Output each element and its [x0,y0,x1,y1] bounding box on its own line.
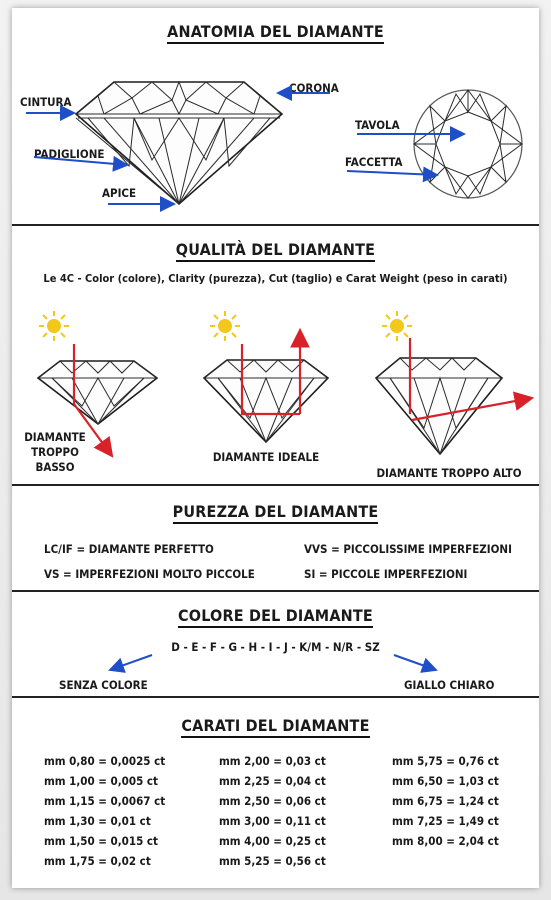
arrow-left [110,655,152,670]
carat-entry: mm 3,00 = 0,11 ct [219,814,326,828]
caption-too-high: DIAMANTE TROPPO ALTO [376,466,522,480]
caption-line: DIAMANTE [24,430,86,444]
caption-ideal: DIAMANTE IDEALE [212,450,320,464]
carat-entry: mm 6,75 = 1,24 ct [392,794,499,808]
clarity-item: VVS = PICCOLISSIME IMPERFEZIONI [304,542,512,556]
carats-section [12,698,539,888]
caption-line: TROPPO [31,445,79,459]
clarity-section [12,486,539,592]
quality-title: QUALITÀ DEL DIAMANTE [12,240,539,259]
carat-entry: mm 5,25 = 0,56 ct [219,854,326,868]
label-senza-colore: SENZA COLORE [59,678,148,692]
sun-icon [210,311,240,341]
carat-entry: mm 1,00 = 0,005 ct [44,774,158,788]
label-padiglione: PADIGLIONE [34,147,105,161]
carat-entry: mm 5,75 = 0,76 ct [392,754,499,768]
carat-entry: mm 1,75 = 0,02 ct [44,854,151,868]
arrow-right [394,655,436,670]
sun-icon [382,311,412,341]
label-cintura: CINTURA [20,95,72,109]
carat-entry: mm 2,00 = 0,03 ct [219,754,326,768]
anatomy-arrows [12,8,539,224]
label-faccetta: FACCETTA [345,155,403,169]
arrow-faccetta [347,171,437,175]
quality-subtitle: Le 4C - Color (colore), Clarity (purezza), Cut (taglio) e Carat Weight (peso in carati) [43,272,508,285]
carat-entry: mm 1,50 = 0,015 ct [44,834,158,848]
carat-entry: mm 6,50 = 1,03 ct [392,774,499,788]
carat-entry: mm 1,30 = 0,01 ct [44,814,151,828]
caption-line: BASSO [35,460,75,474]
clarity-title: PUREZZA DEL DIAMANTE [12,502,539,521]
label-giallo-chiaro: GIALLO CHIARO [404,678,495,692]
diamond-ideal [204,311,328,442]
anatomy-section [12,8,539,226]
arrow-padiglione [34,157,127,165]
carat-entry: mm 7,25 = 1,49 ct [392,814,499,828]
clarity-item: LC/IF = DIAMANTE PERFETTO [44,542,214,556]
infographic-card [12,8,539,888]
caption-too-low [14,430,96,475]
color-title: COLORE DEL DIAMANTE [12,606,539,625]
carat-entry: mm 4,00 = 0,25 ct [219,834,326,848]
label-corona: CORONA [289,81,339,95]
carat-entry: mm 0,80 = 0,0025 ct [44,754,166,768]
carats-title: CARATI DEL DIAMANTE [12,716,539,735]
carat-entry: mm 2,25 = 0,04 ct [219,774,326,788]
label-tavola: TAVOLA [355,118,400,132]
carat-entry: mm 2,50 = 0,06 ct [219,794,326,808]
diamond-too-high [376,311,532,454]
color-section [12,592,539,698]
label-apice: APICE [102,186,137,200]
anatomy-title: ANATOMIA DEL DIAMANTE [12,22,539,41]
carat-entry: mm 1,15 = 0,0067 ct [44,794,166,808]
quality-section [12,226,539,486]
clarity-item: VS = IMPERFEZIONI MOLTO PICCOLE [44,567,255,581]
color-scale: D - E - F - G - H - I - J - K/M - N/R - SZ [171,640,380,654]
clarity-item: SI = PICCOLE IMPERFEZIONI [304,567,468,581]
sun-icon [39,311,69,341]
carat-entry: mm 8,00 = 2,04 ct [392,834,499,848]
